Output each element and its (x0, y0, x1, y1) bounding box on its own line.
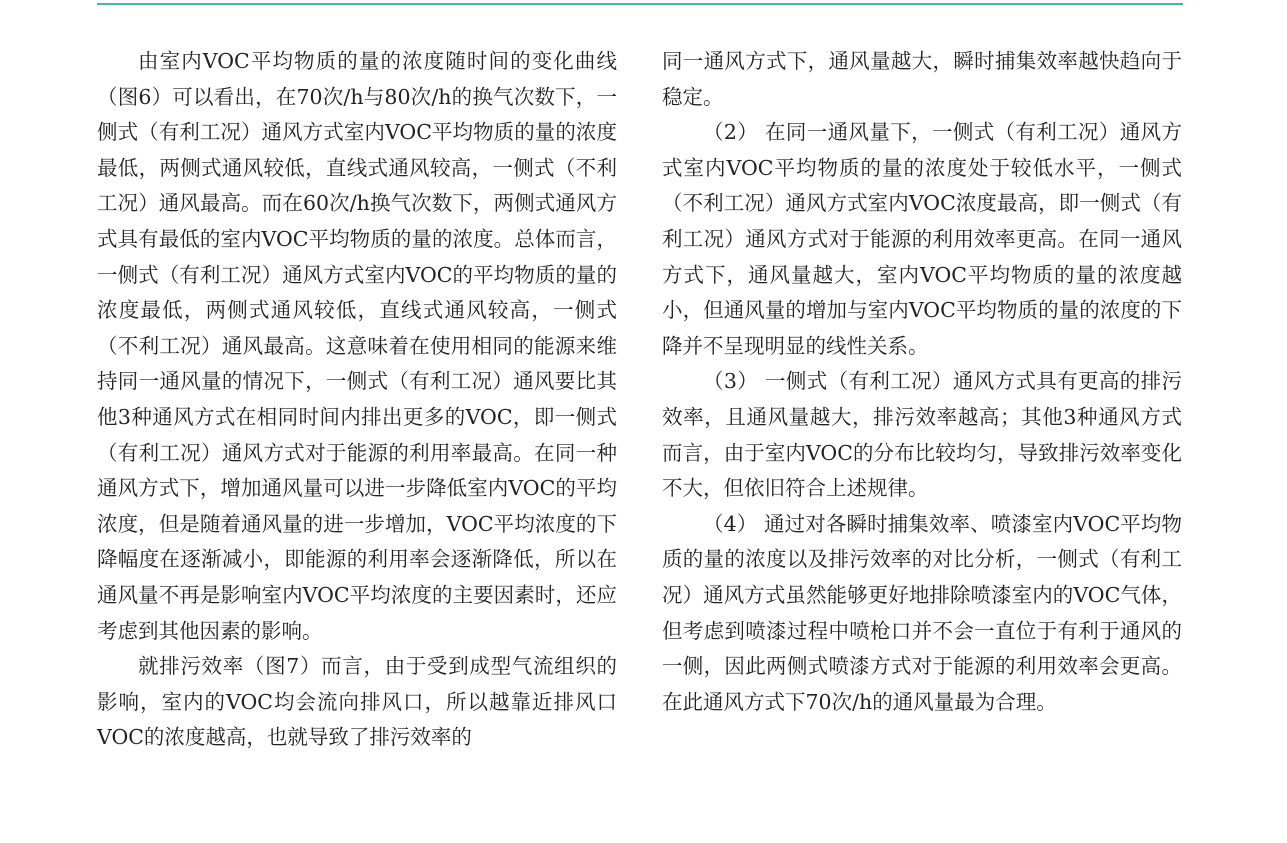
conclusion-item-3: （3） 一侧式（有利工况）通风方式具有更高的排污效率，且通风量越大，排污效率越高；其他3种通风方式而言，由于室内VOC的分布比较均匀，导致排污效率变化不大，但依旧符合上述规律。 (662, 369, 1182, 501)
paragraph-continued: 同一通风方式下，通风量越大，瞬时捕集效率越快趋向于稳定。 (662, 49, 1182, 109)
paragraph-concentration-analysis: 由室内VOC平均物质的量的浓度随时间的变化曲线（图6）可以看出，在70次/h与80次/h的换气次数下，一侧式（有利工况）通风方式室内VOC平均物质的量的浓度最低，两侧式通风较低，直线式通风较高，一侧式（不利工况）通风最高。而在60次/h换气次数下，两侧式通风方式具有最低的室内VOC平均物质的量的浓度。总体而言，一侧式（有利工况）通风方式室内VOC的平均物质的量的浓度最低，两侧式通风较低，直线式通风较高，一侧式（不利工况）通风最高。这意味着在使用相同的能源来维持同一通风量的情况下，一侧式（有利工况）通风要比其他3种通风方式在相同时间内排出更多的VOC，即一侧式（有利工况）通风方式对于能源的利用率最高。在同一种通风方式下，增加通风量可以进一步降低室内VOC的平均浓度，但是随着通风量的进一步增加，VOC平均浓度的下降幅度在逐渐减小，即能源的利用率会逐渐降低，所以在通风量不再是影响室内VOC平均浓度的主要因素时，还应考虑到其他因素的影响。 (97, 49, 617, 643)
left-column (97, 44, 617, 756)
conclusion-item-4: （4） 通过对各瞬时捕集效率、喷漆室内VOC平均物质的量的浓度以及排污效率的对比分析，一侧式（有利工况）通风方式虽然能够更好地排除喷漆室内的VOC气体，但考虑到喷漆过程中喷枪口并不会一直位于有利于通风的一侧，因此两侧式喷漆方式对于能源的利用效率会更高。在此通风方式下70次/h的通风量最为合理。 (662, 511, 1182, 714)
paragraph-pollutant-efficiency: 就排污效率（图7）而言，由于受到成型气流组织的影响，室内的VOC均会流向排风口，所以越靠近排风口VOC的浓度越高，也就导致了排污效率的 (97, 654, 617, 750)
header-rule (97, 3, 1183, 5)
right-column (662, 44, 1182, 720)
conclusion-item-2: （2） 在同一通风量下，一侧式（有利工况）通风方式室内VOC平均物质的量的浓度处于较低水平，一侧式（不利工况）通风方式室内VOC浓度最高，即一侧式（有利工况）通风方式对于能源的利用效率更高。在同一通风方式下，通风量越大，室内VOC平均物质的量的浓度越小，但通风量的增加与室内VOC平均物质的量的浓度的下降并不呈现明显的线性关系。 (662, 120, 1182, 358)
